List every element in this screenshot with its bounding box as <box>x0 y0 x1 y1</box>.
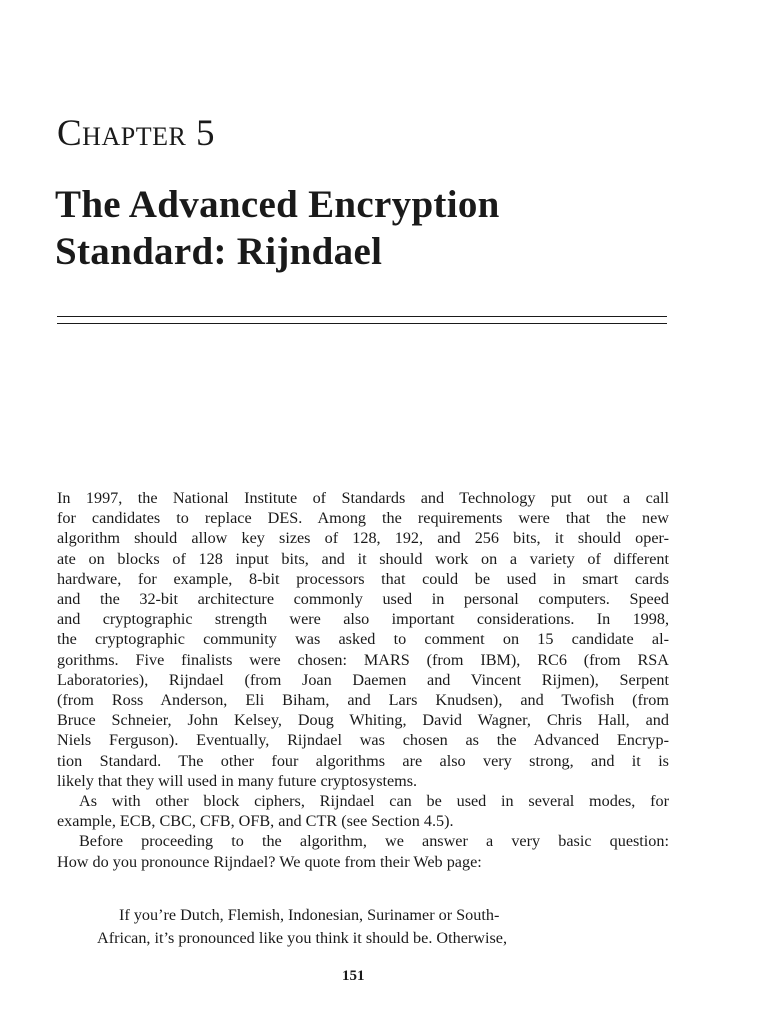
text-line: for candidates to replace DES. Among the requirements were that the new <box>57 509 669 528</box>
text-line: How do you pronounce Rijndael? We quote from their Web page: <box>57 852 482 871</box>
paragraph-pronounce <box>57 831 669 871</box>
text-line: likely that they will used in many future cryptosystems. <box>57 771 418 790</box>
text-line: the cryptographic community was asked to comment on 15 candidate al- <box>57 630 669 649</box>
chapter-label: Chapter 5 <box>57 113 216 154</box>
text-line: and the 32-bit architecture commonly used in personal computers. Speed <box>57 590 669 609</box>
text-line: ate on blocks of 128 input bits, and it should work on a variety of different <box>57 549 669 568</box>
text-line: tion Standard. The other four algorithms are also very strong, and it is <box>57 751 669 770</box>
text-line: Before proceeding to the algorithm, we answer a very basic question: <box>79 832 669 851</box>
chapter-title-line: Standard: Rijndael <box>55 230 383 273</box>
page-number: 151 <box>342 968 365 984</box>
chapter-title-line: The Advanced Encryption <box>55 183 500 226</box>
text-line: and cryptographic strength were also important considerations. In 1998, <box>57 610 669 629</box>
chapter-title <box>55 181 695 275</box>
quote-line: If you’re Dutch, Flemish, Indonesian, Surinamer or South- <box>119 906 500 924</box>
text-line: hardware, for example, 8-bit processors that could be used in smart cards <box>57 569 669 588</box>
text-line: gorithms. Five finalists were chosen: MARS (from IBM), RC6 (from RSA <box>57 650 669 669</box>
title-rule-top <box>57 316 667 317</box>
text-line: As with other block ciphers, Rijndael can be used in several modes, for <box>79 792 669 811</box>
text-line: algorithm should allow key sizes of 128, 192, and 256 bits, it should oper- <box>57 529 669 548</box>
text-line: Bruce Schneier, John Kelsey, Doug Whiting, David Wagner, Chris Hall, and <box>57 711 669 730</box>
text-line: In 1997, the National Institute of Standards and Technology put out a call <box>57 489 669 507</box>
text-line: example, ECB, CBC, CFB, OFB, and CTR (see Section 4.5). <box>57 812 454 831</box>
title-rule-bottom <box>57 323 667 324</box>
paragraph-modes <box>57 791 669 831</box>
quote-line: African, it’s pronounced like you think it should be. Otherwise, <box>97 929 508 947</box>
block-quote <box>97 904 617 950</box>
body-text <box>57 488 669 872</box>
text-line: Niels Ferguson). Eventually, Rijndael was chosen as the Advanced Encryp- <box>57 731 669 750</box>
text-line: (from Ross Anderson, Eli Biham, and Lars Knudsen), and Twofish (from <box>57 691 669 710</box>
text-line: Laboratories), Rijndael (from Joan Daemen and Vincent Rijmen), Serpent <box>57 670 669 689</box>
paragraph-intro <box>57 488 669 791</box>
